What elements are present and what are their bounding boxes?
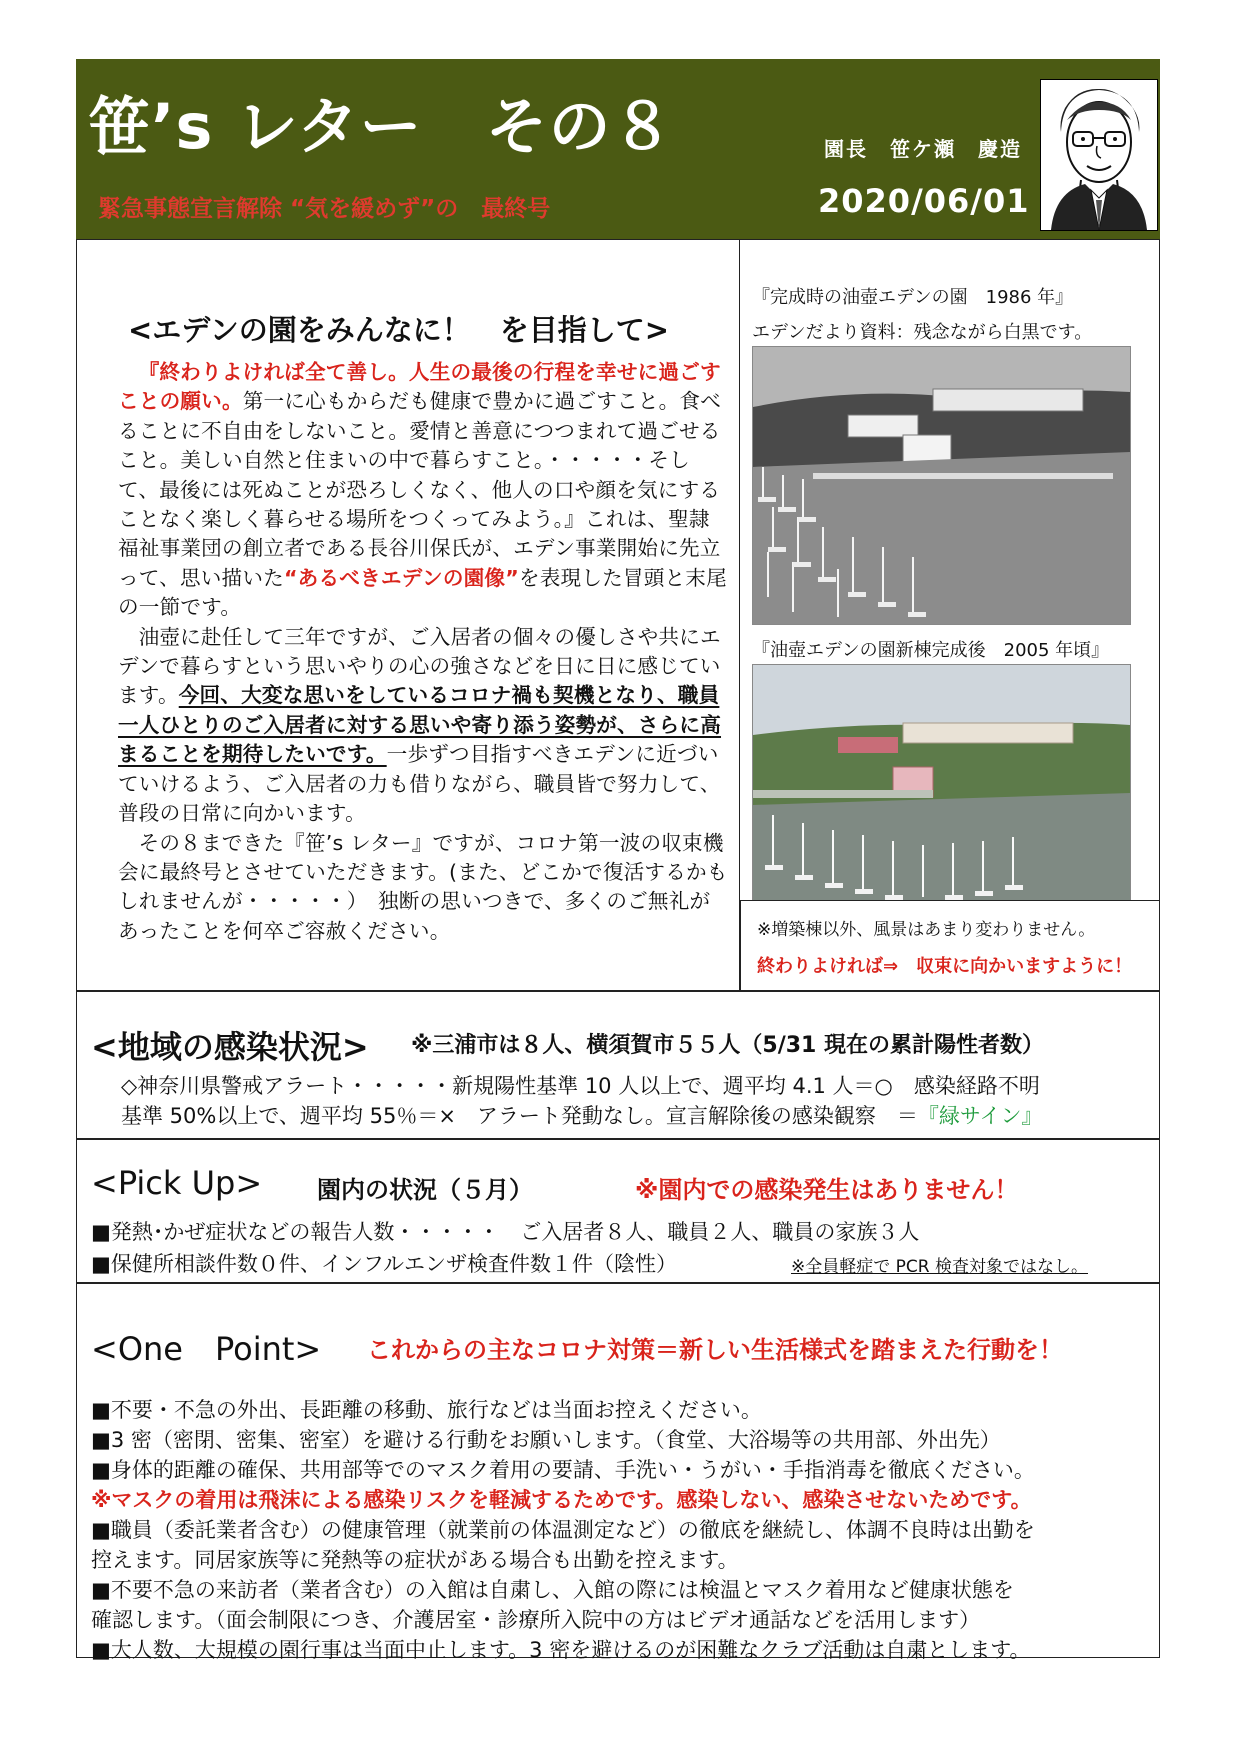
harbor-2005-photo — [752, 664, 1131, 902]
local-infection-section — [76, 991, 1160, 1139]
pickup-line-1: ■発熱･かぜ症状などの報告人数・・・・・ ご入居者８人、職員２人、職員の家族３人 — [91, 1220, 920, 1244]
photo2-caption: 『油壺エデンの園新棟完成後 2005 年頃』 — [752, 640, 1110, 661]
pickup-line-2: ■保健所相談件数０件、インフルエンザ検査件数１件（陰性） — [91, 1252, 677, 1276]
essay-ideal-highlight: “あるべきエデンの園像” — [283, 565, 519, 590]
pickup-subtitle: 園内の状況（５月） — [317, 1176, 533, 1204]
rule-item: ■不要不急の来訪者（業者含む）の入館は自粛し、入館の際には検温とマスク着用など健康状態を — [91, 1578, 1014, 1602]
photo1-caption: 『完成時の油壺エデンの園 1986 年』 — [752, 287, 1074, 308]
onepoint-headline: これからの主なコロナ対策＝新しい生活様式を踏まえた行動を！ — [367, 1336, 1063, 1364]
onepoint-title: <One Point> — [91, 1330, 322, 1368]
rule-item: ■大人数、大規模の園行事は当面中止します。3 密を避けるのが困難なクラブ活動は自粛とします。 — [91, 1638, 1031, 1662]
rule-item: ■3 密（密閉、密集、密室）を避ける行動をお願いします。（食堂、大浴場等の共用部、外出先） — [91, 1428, 1001, 1452]
rule-item: ■身体的距離の確保、共用部等でのマスク着用の要請、手洗い・うがい・手指消毒を徹底ください。 — [91, 1458, 1035, 1482]
mask-note: ※マスクの着用は飛沫による感染リスクを軽減するためです。感染しない、感染させないためです。 — [91, 1488, 1032, 1512]
issue-date: 2020/06/01 — [818, 182, 1030, 220]
principal-portrait-illustration — [1040, 79, 1158, 231]
photo-note-highlight: 終わりよければ⇒ 収束に向かいますように！ — [757, 956, 1133, 977]
alert-line-1: ◇神奈川県警戒アラート・・・・・新規陽性基準 10 人以上で、週平均 4.1 人＝○ 感染経路不明 — [121, 1074, 1040, 1098]
photo-note: ※増築棟以外、風景はあまり変わりません。 — [757, 920, 1096, 940]
essay-quote-text: 第一に心もからだも健康で豊かに過ごすこと。食べることに不自由をしないこと。愛情と善意につつまれて過ごせること。美しい自然と住まいの中で暮らすこと。・・・・・そして、最後には死ぬことが恐ろしくなく、他人の口や顔を気にすることなく楽しく暮らせる場所をつくってみよう。』これは、聖隷福祉事業団の創立者である長谷川保氏が、エデン事業開始に先立って、思い描いた — [118, 389, 722, 590]
pickup-title: <Pick Up> — [91, 1164, 263, 1202]
essay-body — [118, 358, 728, 946]
alert-line-2 — [121, 1100, 1042, 1130]
infection-title: <地域の感染状況> — [91, 1028, 369, 1066]
essay-p3: その８まできた『笹’s レター』ですが、コロナ第一波の収束機会に最終号とさせていただきます。(また、どこかで復活するかもしれませんが・・・・・） 独断の思いつきで、多くのご無礼があったことを何卒ご容赦ください。 — [118, 830, 728, 943]
issue-subtitle: 緊急事態宣言解除 “気を緩めず”の 最終号 — [98, 196, 551, 222]
essay-quote-highlight: 『終わりよければ全て善し。人生の最後の行程を幸せに過ごすことの願い。 — [118, 360, 721, 414]
principal-name: 園長 笹ケ瀬 慶造 — [824, 137, 1022, 161]
rule-item: ■職員（委託業者含む）の健康管理（就業前の体温測定など）の徹底を継続し、体調不良時は出勤を — [91, 1518, 1035, 1542]
alert-line-2-text: 基準 50%以上で、週平均 55％＝× アラート発動なし。宣言解除後の感染観察 ＝ — [121, 1104, 918, 1128]
rule-item: ■不要・不急の外出、長距離の移動、旅行などは当面お控えください。 — [91, 1398, 762, 1422]
essay-p2-start: 油壺に赴任して三年ですが、ご入居者の個々の優しさや共にエデンで暮らすという思いやりの心の強さなどを日に日に感じています。 — [118, 624, 721, 708]
harbor-1986-photo — [752, 346, 1131, 625]
rule-item-continued: 控えます。同居家族等に発熱等の症状がある場合も出勤を控えます。 — [91, 1548, 739, 1572]
newsletter-title: 笹’s レター その８ — [88, 90, 675, 163]
pickup-section — [76, 1139, 1160, 1283]
onepoint-section — [76, 1283, 1160, 1662]
essay-p1-end: を表現した冒頭と末尾の一節です。 — [118, 565, 727, 620]
rule-item-continued: 確認します。（面会制限につき、介護居室・診療所入院中の方はビデオ通話などを活用します） — [91, 1608, 981, 1632]
pickup-alert: ※園内での感染発生はありません！ — [635, 1176, 1019, 1204]
photo-note-box — [740, 900, 1160, 991]
photo1-subcaption: エデンだより資料：残念ながら白黒です。 — [752, 322, 1093, 343]
pickup-note: ※全員軽症で PCR 検査対象ではなし。 — [791, 1257, 1088, 1277]
header-banner — [76, 59, 1160, 239]
essay-p2-end: 一歩ずつ目指すべきエデンに近づいていけるよう、ご入居者の力も借りながら、職員皆で努力して、普段の日常に向かいます。 — [118, 742, 721, 826]
essay-p2-emphasis: 今回、大変な思いをしているコロナ禍も契機となり、職員一人ひとりのご入居者に対する思いや寄り添う姿勢が、さらに高まることを期待したいです。 — [118, 683, 722, 767]
infection-summary: ※三浦市は８人、横須賀市５５人（5/31 現在の累計陽性者数） — [411, 1033, 1045, 1058]
essay-heading: <エデンの園をみんなに！ を目指して> — [128, 313, 670, 347]
green-sign-label: 『緑サイン』 — [917, 1104, 1043, 1128]
